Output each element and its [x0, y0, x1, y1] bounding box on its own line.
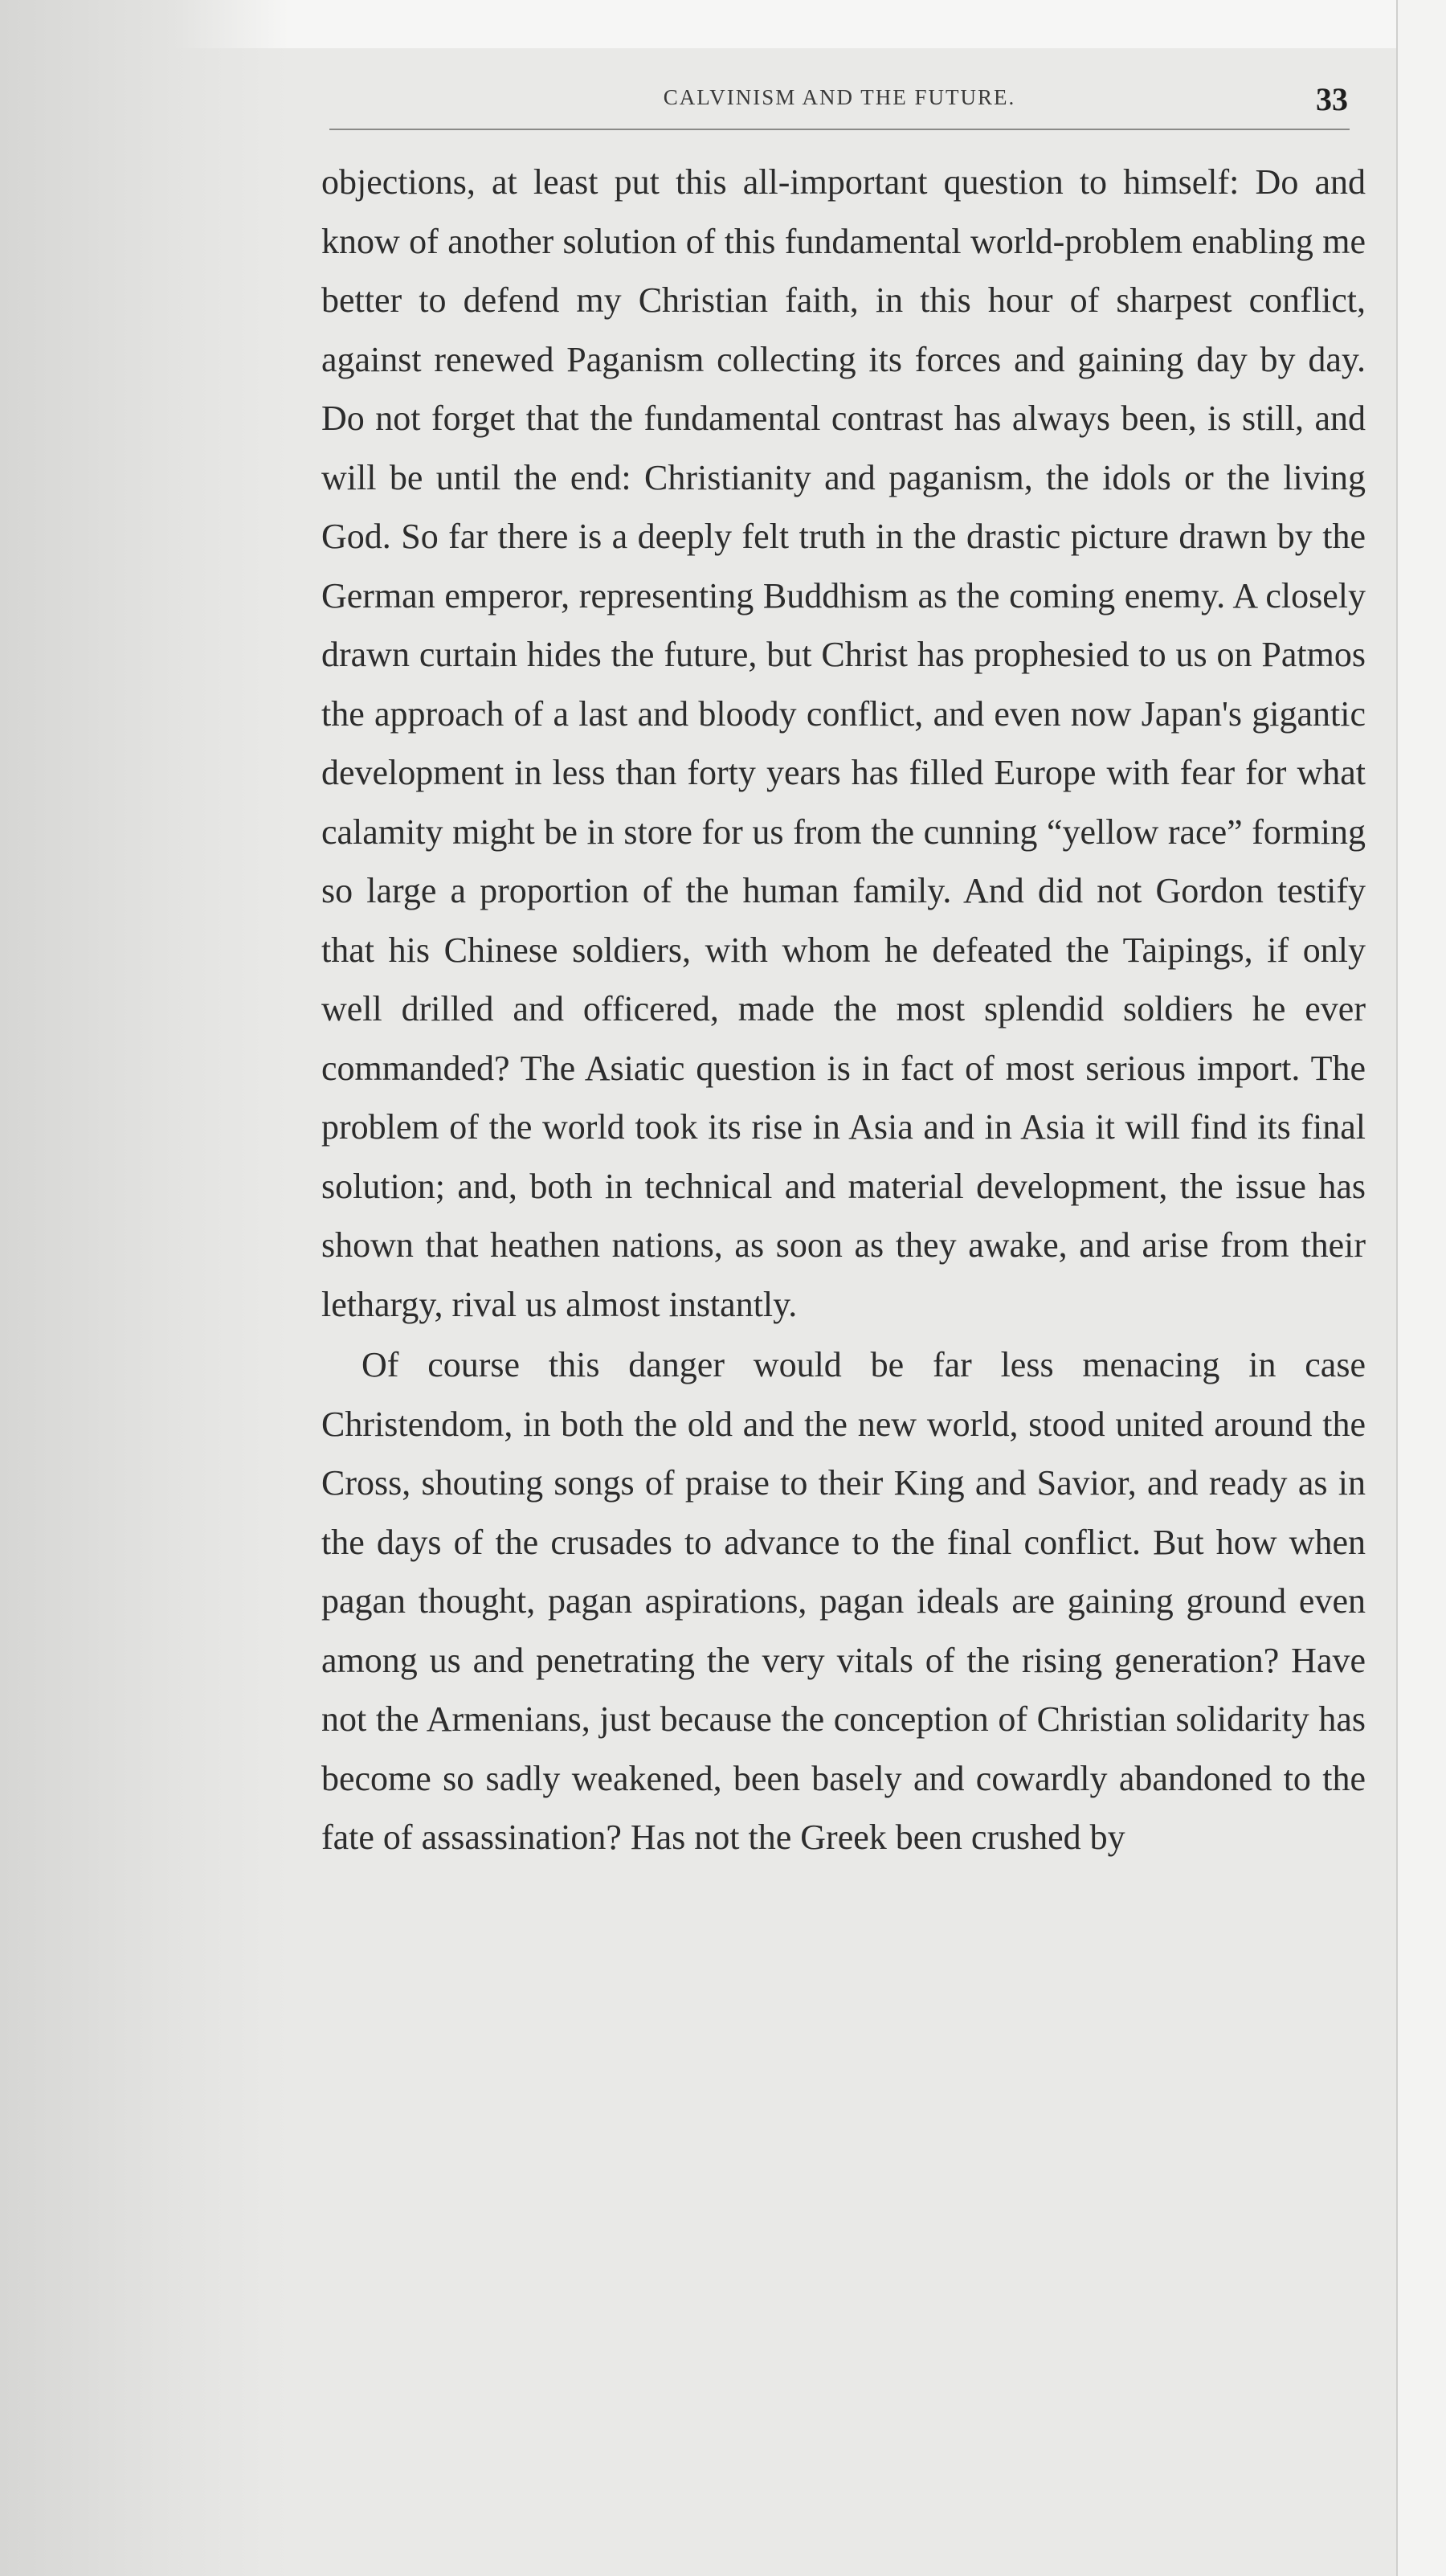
scan-left-shadow — [0, 0, 289, 2576]
running-head — [329, 80, 1350, 130]
body-text — [321, 153, 1366, 1867]
running-head-title: CALVINISM AND THE FUTURE. — [663, 85, 1016, 109]
paragraph-1: objections, at least put this all-important question to himself: Do and know of another solution of this fundamental world-problem enabling me better to defend my Christian faith, in this hour of sharpest conflict, against renewed Paganism collecting its forces and gaining day by day. Do not forget that the fundamental contrast has always been, is still, and will be until the end: Christianity and paganism, the idols or the living God. So far there is a deeply felt truth in the drastic picture drawn by the German emperor, representing Buddhism as the coming enemy. A closely drawn curtain hides the future, but Christ has prophesied to us on Patmos the approach of a last and bloody conflict, and even now Japan's gigantic development in less than forty years has filled Europe with fear for what calamity might be in store for us from the cunning “yellow race” forming so large a proportion of the human family. And did not Gordon testify that his Chinese soldiers, with whom he defeated the Taipings, if only well drilled and officered, made the most splendid soldiers he ever commanded? The Asiatic question is in fact of most serious import. The problem of the world took its rise in Asia and in Asia it will find its final solution; and, both in technical and material development, the issue has shown that heathen nations, as soon as they awake, and arise from their lethargy, rival us almost instantly. — [321, 162, 1366, 1324]
page-number: 33 — [1316, 81, 1348, 117]
paragraph-2: Of course this danger would be far less menacing in case Christendom, in both the old and the new world, stood united around the Cross, shouting songs of praise to their King and Savior, and ready as in the days of the crusades to advance to the final conflict. But how when pagan thought, pagan aspirations, pagan ideals are gaining ground even among us and penetrating the very vitals of the rising generation? Have not the Armenians, just because the conception of Christian solidarity has become so sadly weakened, been basely and cowardly abandoned to the fate of assassination? Has not the Greek been crushed by — [321, 1345, 1366, 1857]
book-page — [297, 48, 1366, 2555]
scan-right-margin — [1396, 0, 1446, 2576]
